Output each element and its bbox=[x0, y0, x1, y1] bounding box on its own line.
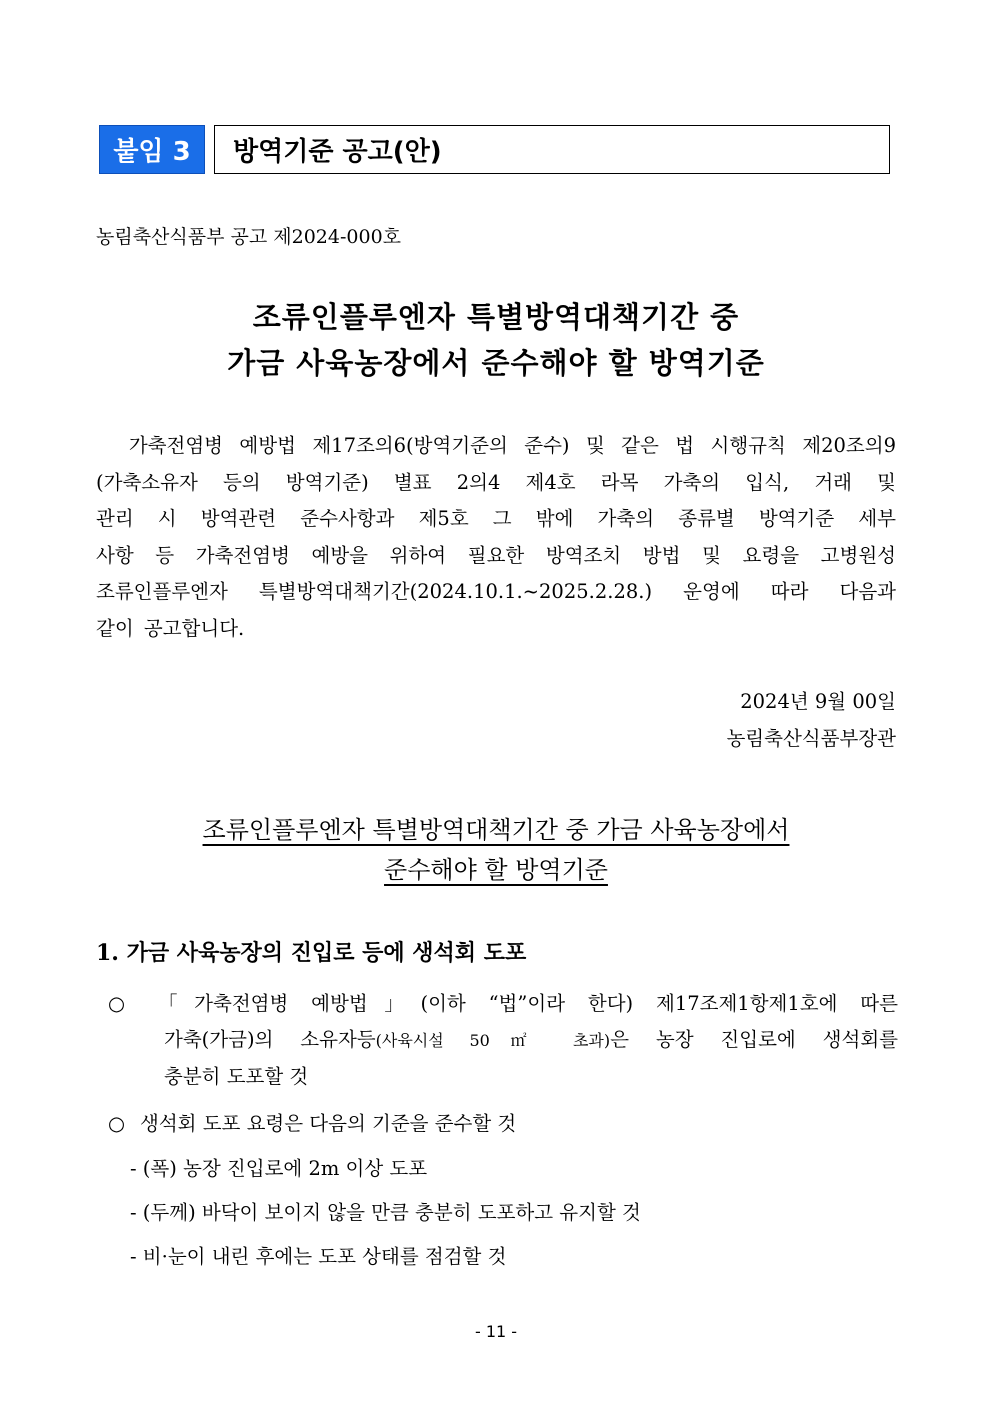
sub-title-line-1: 조류인플루엔자 특별방역대책기간 중 가금 사육농장에서 bbox=[202, 816, 790, 844]
bullet-text-line: 충분히 도포할 것 bbox=[164, 1065, 309, 1088]
bullet-item bbox=[108, 986, 898, 1095]
dash-item: - 비·눈이 내린 후에는 도포 상태를 점검할 것 bbox=[130, 1245, 507, 1268]
signer: 농림축산식품부장관 bbox=[726, 727, 896, 750]
dash-item: - (폭) 농장 진입로에 2m 이상 도포 bbox=[130, 1157, 428, 1180]
intro-line: 사항 등 가축전염병 예방을 위하여 필요한 방역조치 방법 및 요령을 고병원성 bbox=[96, 543, 896, 567]
circle-bullet-icon: ○ bbox=[108, 1112, 126, 1135]
intro-line: (가축소유자 등의 방역기준) 별표 2의4 제4호 라목 가축의 입식, 거래 및 bbox=[96, 470, 896, 494]
notice-number: 농림축산식품부 공고 제2024-000호 bbox=[96, 226, 402, 248]
circle-bullet-icon: ○ bbox=[108, 992, 126, 1015]
attachment-title: 방역기준 공고(안) bbox=[214, 125, 890, 174]
intro-line: 관리 시 방역관련 준수사항과 제5호 그 밖에 가축의 종류별 방역기준 세부 bbox=[96, 507, 896, 530]
intro-line: 같이 공고합니다. bbox=[96, 616, 245, 640]
sub-title-line-2: 준수해야 할 방역기준 bbox=[384, 856, 608, 884]
notice-date: 2024년 9월 00일 bbox=[740, 690, 896, 713]
bullet-text-line: 생석회 도포 요령은 다음의 기준을 준수할 것 bbox=[140, 1112, 517, 1135]
bullet-text-line: 「가축전염병 예방법」(이하 “법”이라 한다) 제17조제1항제1호에 따른 bbox=[158, 992, 898, 1015]
page-number: - 11 - bbox=[474, 1322, 518, 1341]
dash-item: - (두께) 바닥이 보이지 않을 만큼 충분히 도포하고 유지할 것 bbox=[130, 1201, 641, 1224]
intro-line: 조류인플루엔자 특별방역대책기간(2024.10.1.~2025.2.28.) 운영에 따라 다음과 bbox=[96, 580, 896, 603]
intro-paragraph bbox=[96, 428, 896, 647]
bullet-text-line: 가축(가금)의 소유자등(사육시설 50㎡ 초과)은 농장 진입로에 생석회를 bbox=[164, 1028, 898, 1051]
main-title-line-1: 조류인플루엔자 특별방역대책기간 중 bbox=[252, 300, 740, 334]
section-heading: 1. 가금 사육농장의 진입로 등에 생석회 도포 bbox=[96, 940, 527, 966]
intro-line: 가축전염병 예방법 제17조의6(방역기준의 준수) 및 같은 법 시행규칙 제20조의9 bbox=[96, 434, 896, 457]
main-title-line-2: 가금 사육농장에서 준수해야 할 방역기준 bbox=[227, 346, 765, 380]
bullet-item bbox=[108, 1106, 898, 1142]
attachment-badge: 붙임 3 bbox=[99, 125, 205, 174]
